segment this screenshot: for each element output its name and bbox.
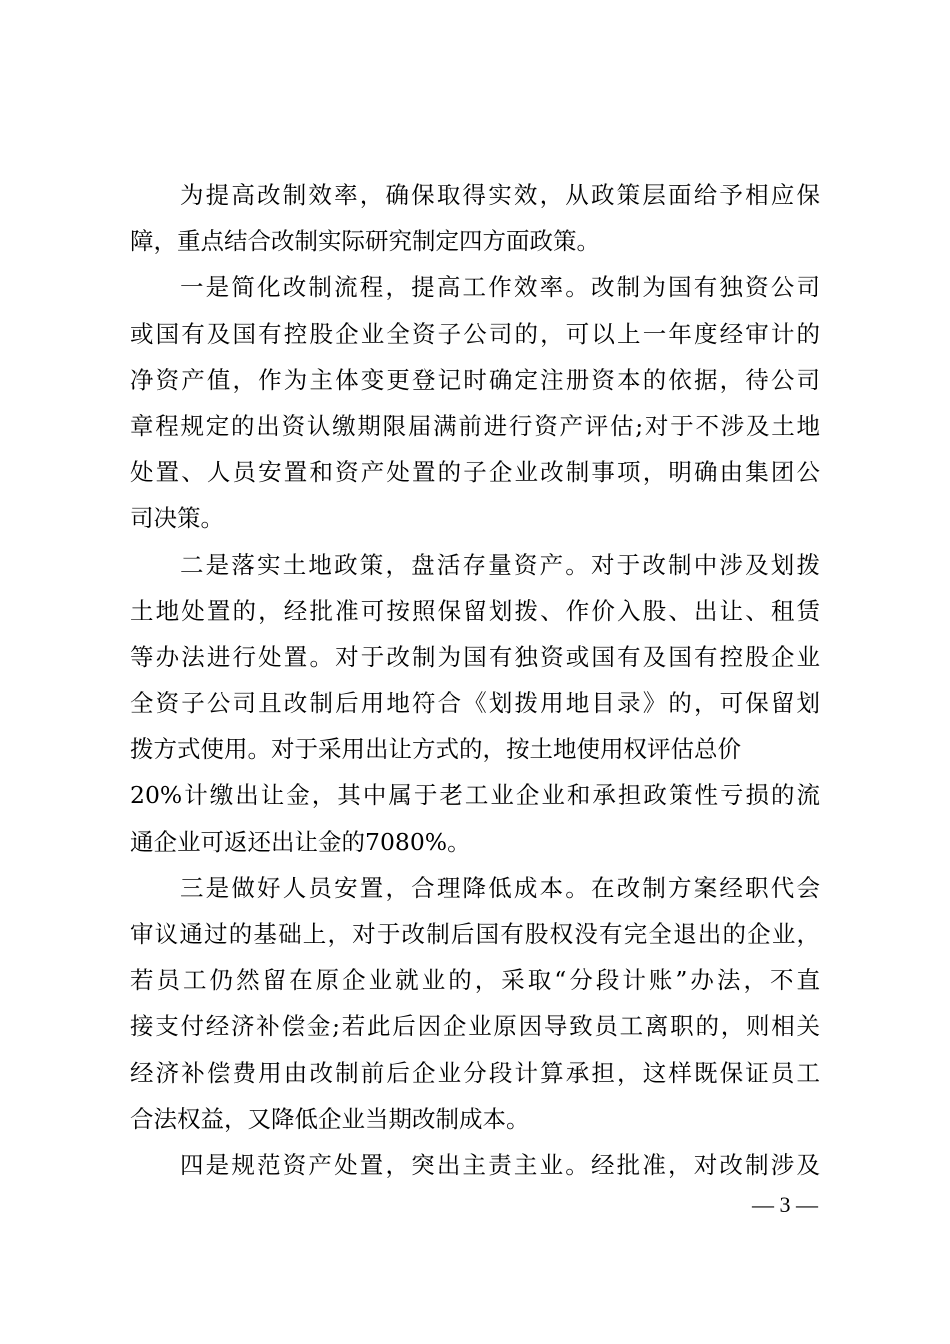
text-line: 司决策。 [130,504,224,533]
text-line: 若员工仍然留在原企业就业的，采取“分段计账”办法，不直 [130,966,820,995]
text-line: 处置、人员安置和资产处置的子企业改制事项，明确由集团公 [130,458,820,487]
text-line: 合法权益，又降低企业当期改制成本。 [130,1104,530,1133]
text-line: 三是做好人员安置，合理降低成本。在改制方案经职代会 [180,873,820,902]
text-line: 经济补偿费用由改制前后企业分段计算承担，这样既保证员工 [130,1058,820,1087]
body-text [130,172,820,1188]
text-line: 土地处置的，经批准可按照保留划拨、作价入股、出让、租赁 [130,596,820,625]
text-line: 一是简化改制流程，提高工作效率。改制为国有独资公司 [180,273,820,302]
page-number: — 3 — [752,1192,818,1217]
text-line: 四是规范资产处置，突出主责主业。经批准，对改制涉及 [180,1150,820,1179]
text-line: 接支付经济补偿金;若此后因企业原因导致员工离职的，则相关 [130,1012,820,1041]
text-line: 20%计缴出让金，其中属于老工业企业和承担政策性亏损的流 [130,781,820,810]
text-line: 通企业可返还出让金的7080%。 [130,827,471,856]
text-line: 为提高改制效率，确保取得实效，从政策层面给予相应保 [180,181,820,209]
text-line: 全资子公司且改制后用地符合《划拨用地目录》的，可保留划 [130,689,820,718]
text-line: 或国有及国有控股企业全资子公司的，可以上一年度经审计的 [130,319,820,348]
text-line: 二是落实土地政策，盘活存量资产。对于改制中涉及划拨 [180,550,820,579]
text-line: 拨方式使用。对于采用出让方式的，按土地使用权评估总价 [130,735,741,764]
text-line: 审议通过的基础上，对于改制后国有股权没有完全退出的企业， [130,920,820,948]
text-line: 障，重点结合改制实际研究制定四方面政策。 [130,227,600,256]
text-line: 等办法进行处置。对于改制为国有独资或国有及国有控股企业 [130,642,820,671]
text-line: 章程规定的出资认缴期限届满前进行资产评估;对于不涉及土地 [130,411,820,440]
text-line: 净资产值，作为主体变更登记时确定注册资本的依据，待公司 [130,365,820,394]
